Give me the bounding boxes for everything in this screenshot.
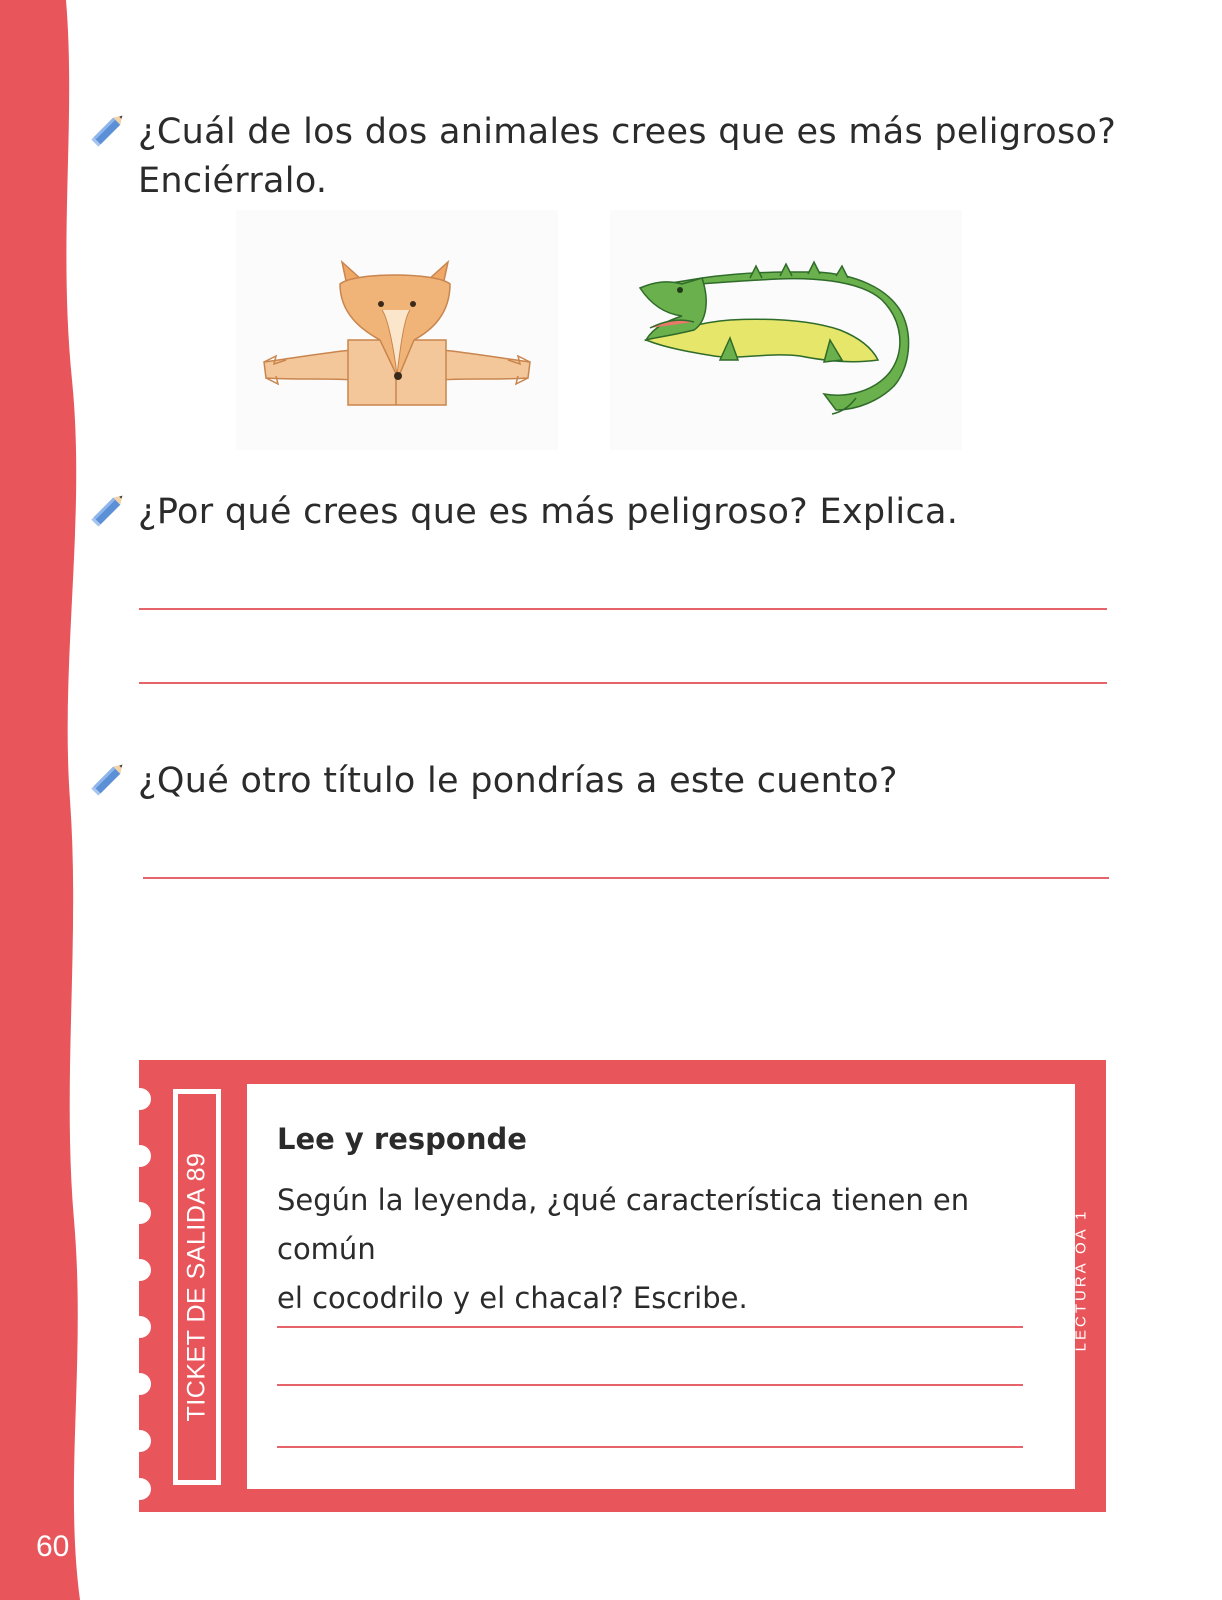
pencil-icon bbox=[88, 757, 130, 799]
answer-line[interactable] bbox=[139, 608, 1107, 610]
ticket-question-line-2: el cocodrilo y el chacal? Escribe. bbox=[277, 1281, 748, 1315]
question-1-line-1: ¿Cuál de los dos animales crees que es más peligroso? bbox=[138, 112, 1117, 152]
ticket-answer-line[interactable] bbox=[277, 1446, 1023, 1448]
ticket-content bbox=[247, 1084, 1075, 1489]
question-3-text: ¿Qué otro título le pondrías a este cuento? bbox=[138, 761, 898, 801]
ticket-notch bbox=[129, 1430, 151, 1452]
ticket-notch bbox=[129, 1478, 151, 1500]
jackal-illustration[interactable] bbox=[236, 210, 558, 450]
ticket-title: Lee y responde bbox=[277, 1122, 527, 1156]
answer-line[interactable] bbox=[143, 877, 1109, 879]
pencil-icon bbox=[88, 488, 130, 530]
ticket-answer-line[interactable] bbox=[277, 1326, 1023, 1328]
ticket-side-label bbox=[1061, 1130, 1101, 1430]
ticket-notch bbox=[129, 1202, 151, 1224]
ticket-notch bbox=[129, 1088, 151, 1110]
jackal-icon bbox=[236, 210, 558, 450]
ticket-notch bbox=[129, 1316, 151, 1338]
ticket-label: TICKET DE SALIDA 89 bbox=[182, 1152, 211, 1422]
ticket-question bbox=[277, 1176, 1037, 1323]
ticket-notch bbox=[129, 1145, 151, 1167]
question-1-line-2: Enciérralo. bbox=[138, 161, 328, 201]
crocodile-icon bbox=[610, 210, 962, 450]
ticket-notch bbox=[129, 1373, 151, 1395]
exit-ticket bbox=[139, 1060, 1106, 1512]
page-margin-strip bbox=[0, 0, 110, 1600]
question-2-text: ¿Por qué crees que es más peligroso? Explica. bbox=[138, 492, 959, 532]
ticket-question-line-1: Según la leyenda, ¿qué característica tienen en común bbox=[277, 1183, 970, 1266]
question-1-text bbox=[138, 108, 1116, 206]
answer-line[interactable] bbox=[139, 682, 1107, 684]
page-number: 60 bbox=[36, 1530, 70, 1563]
ticket-notch bbox=[129, 1259, 151, 1281]
ticket-answer-line[interactable] bbox=[277, 1384, 1023, 1386]
pencil-icon bbox=[88, 108, 130, 150]
ticket-side-label-text: LECTURA OA 1 bbox=[1072, 1208, 1090, 1352]
ticket-label-box bbox=[173, 1089, 221, 1485]
crocodile-illustration[interactable] bbox=[610, 210, 962, 450]
